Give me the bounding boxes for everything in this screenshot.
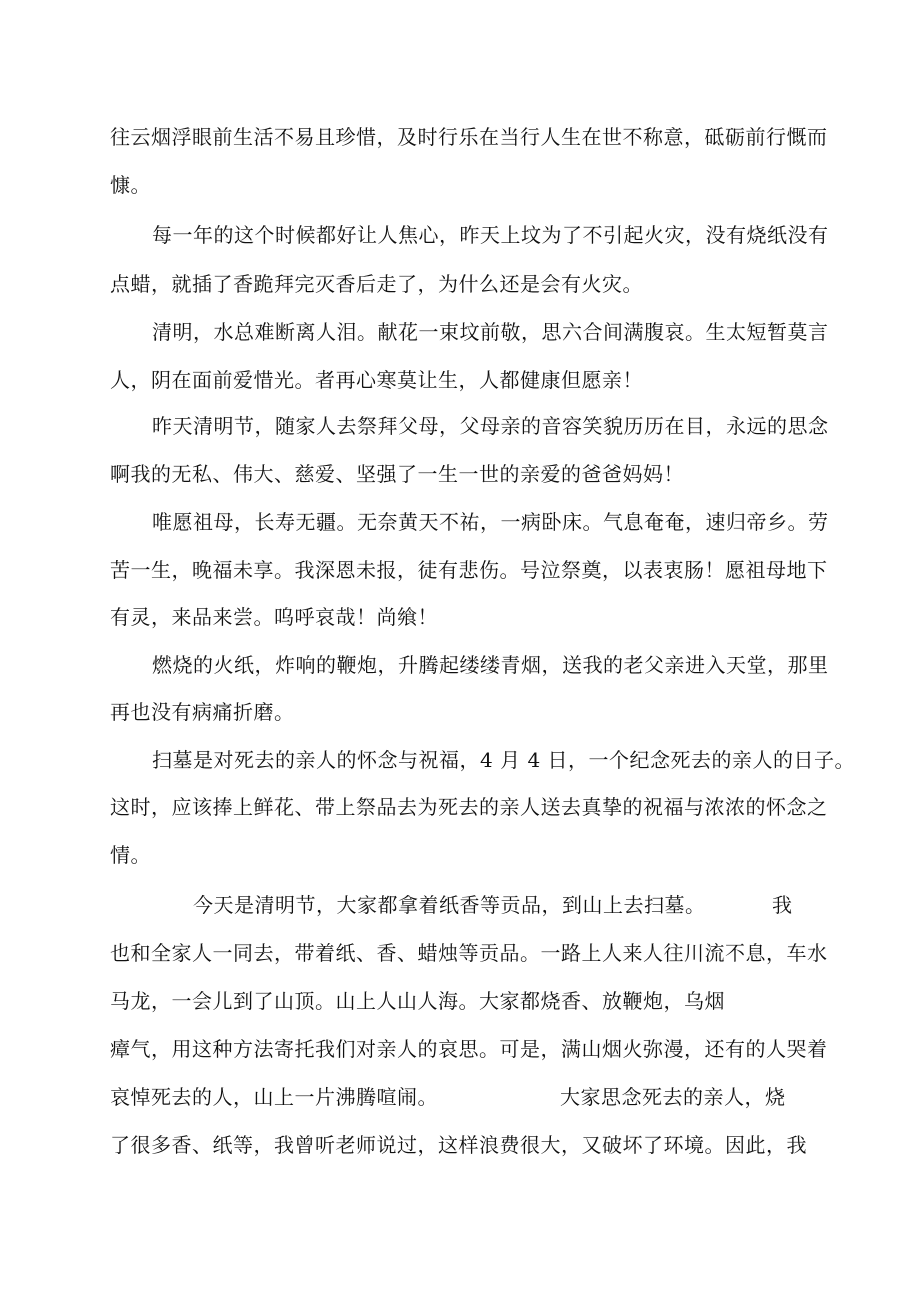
text-fragment: 我 (772, 893, 793, 917)
paragraph-first-line: 清明，水总难断离人泪。献花一束坟前敬，思六合间满腹哀。生太短暂莫言 (152, 320, 829, 344)
text-line: 慷。 (110, 173, 151, 197)
paragraph-first-line: 扫墓是对死去的亲人的怀念与祝福，4 月 4 日，一个纪念死去的亲人的日子。 (152, 748, 856, 772)
paragraph-first-line: 每一年的这个时候都好让人焦心，昨天上坟为了不引起火灾，没有烧纸没有 (152, 223, 829, 247)
text-line: 往云烟浮眼前生活不易且珍惜，及时行乐在当行人生在世不称意，砥砺前行慨而 (110, 125, 828, 149)
text-line: 有灵，来品来尝。呜呼哀哉！尚飨！ (110, 605, 438, 629)
paragraph-first-line: 唯愿祖母，长寿无疆。无奈黄天不祐，一病卧床。气息奄奄，速归帝乡。劳 (152, 510, 829, 534)
text-line: 马龙，一会儿到了山顶。山上人山人海。大家都烧香、放鞭炮，乌烟 (110, 989, 725, 1013)
text-line: 苦一生，晚福未享。我深恩未报，徒有悲伤。号泣祭奠，以表衷肠！愿祖母地下 (110, 558, 828, 582)
paragraph-first-line: 燃烧的火纸，炸响的鞭炮，升腾起缕缕青烟，送我的老父亲进入天堂，那里 (152, 653, 829, 677)
text-line: 哀悼死去的人，山上一片沸腾喧闹。 (110, 1085, 438, 1109)
text-fragment: 大家思念死去的亲人，烧 (560, 1085, 786, 1109)
text-line: 了很多香、纸等，我曾听老师说过，这样浪费很大，又破坏了环境。因此，我 (110, 1133, 807, 1157)
text-line: 再也没有病痛折磨。 (110, 700, 295, 724)
text-line: 情。 (110, 843, 151, 867)
text-line: 啊我的无私、伟大、慈爱、坚强了一生一世的亲爱的爸爸妈妈！ (110, 462, 684, 486)
text-line: 瘴气，用这种方法寄托我们对亲人的哀思。可是，满山烟火弥漫，还有的人哭着 (110, 1037, 828, 1061)
text-line: 这时，应该捧上鲜花、带上祭品去为死去的亲人送去真挚的祝福与浓浓的怀念之 (110, 795, 828, 819)
text-line: 人，阴在面前爱惜光。者再心寒莫让生，人都健康但愿亲！ (110, 368, 643, 392)
text-line: 点蜡，就插了香跪拜完灭香后走了，为什么还是会有火灾。 (110, 272, 643, 296)
paragraph-first-line: 今天是清明节，大家都拿着纸香等贡品，到山上去扫墓。 (193, 893, 706, 917)
paragraph-first-line: 昨天清明节，随家人去祭拜父母，父母亲的音容笑貌历历在目，永远的思念 (152, 414, 829, 438)
text-line: 也和全家人一同去，带着纸、香、蜡烛等贡品。一路上人来人往川流不息，车水 (110, 941, 828, 965)
